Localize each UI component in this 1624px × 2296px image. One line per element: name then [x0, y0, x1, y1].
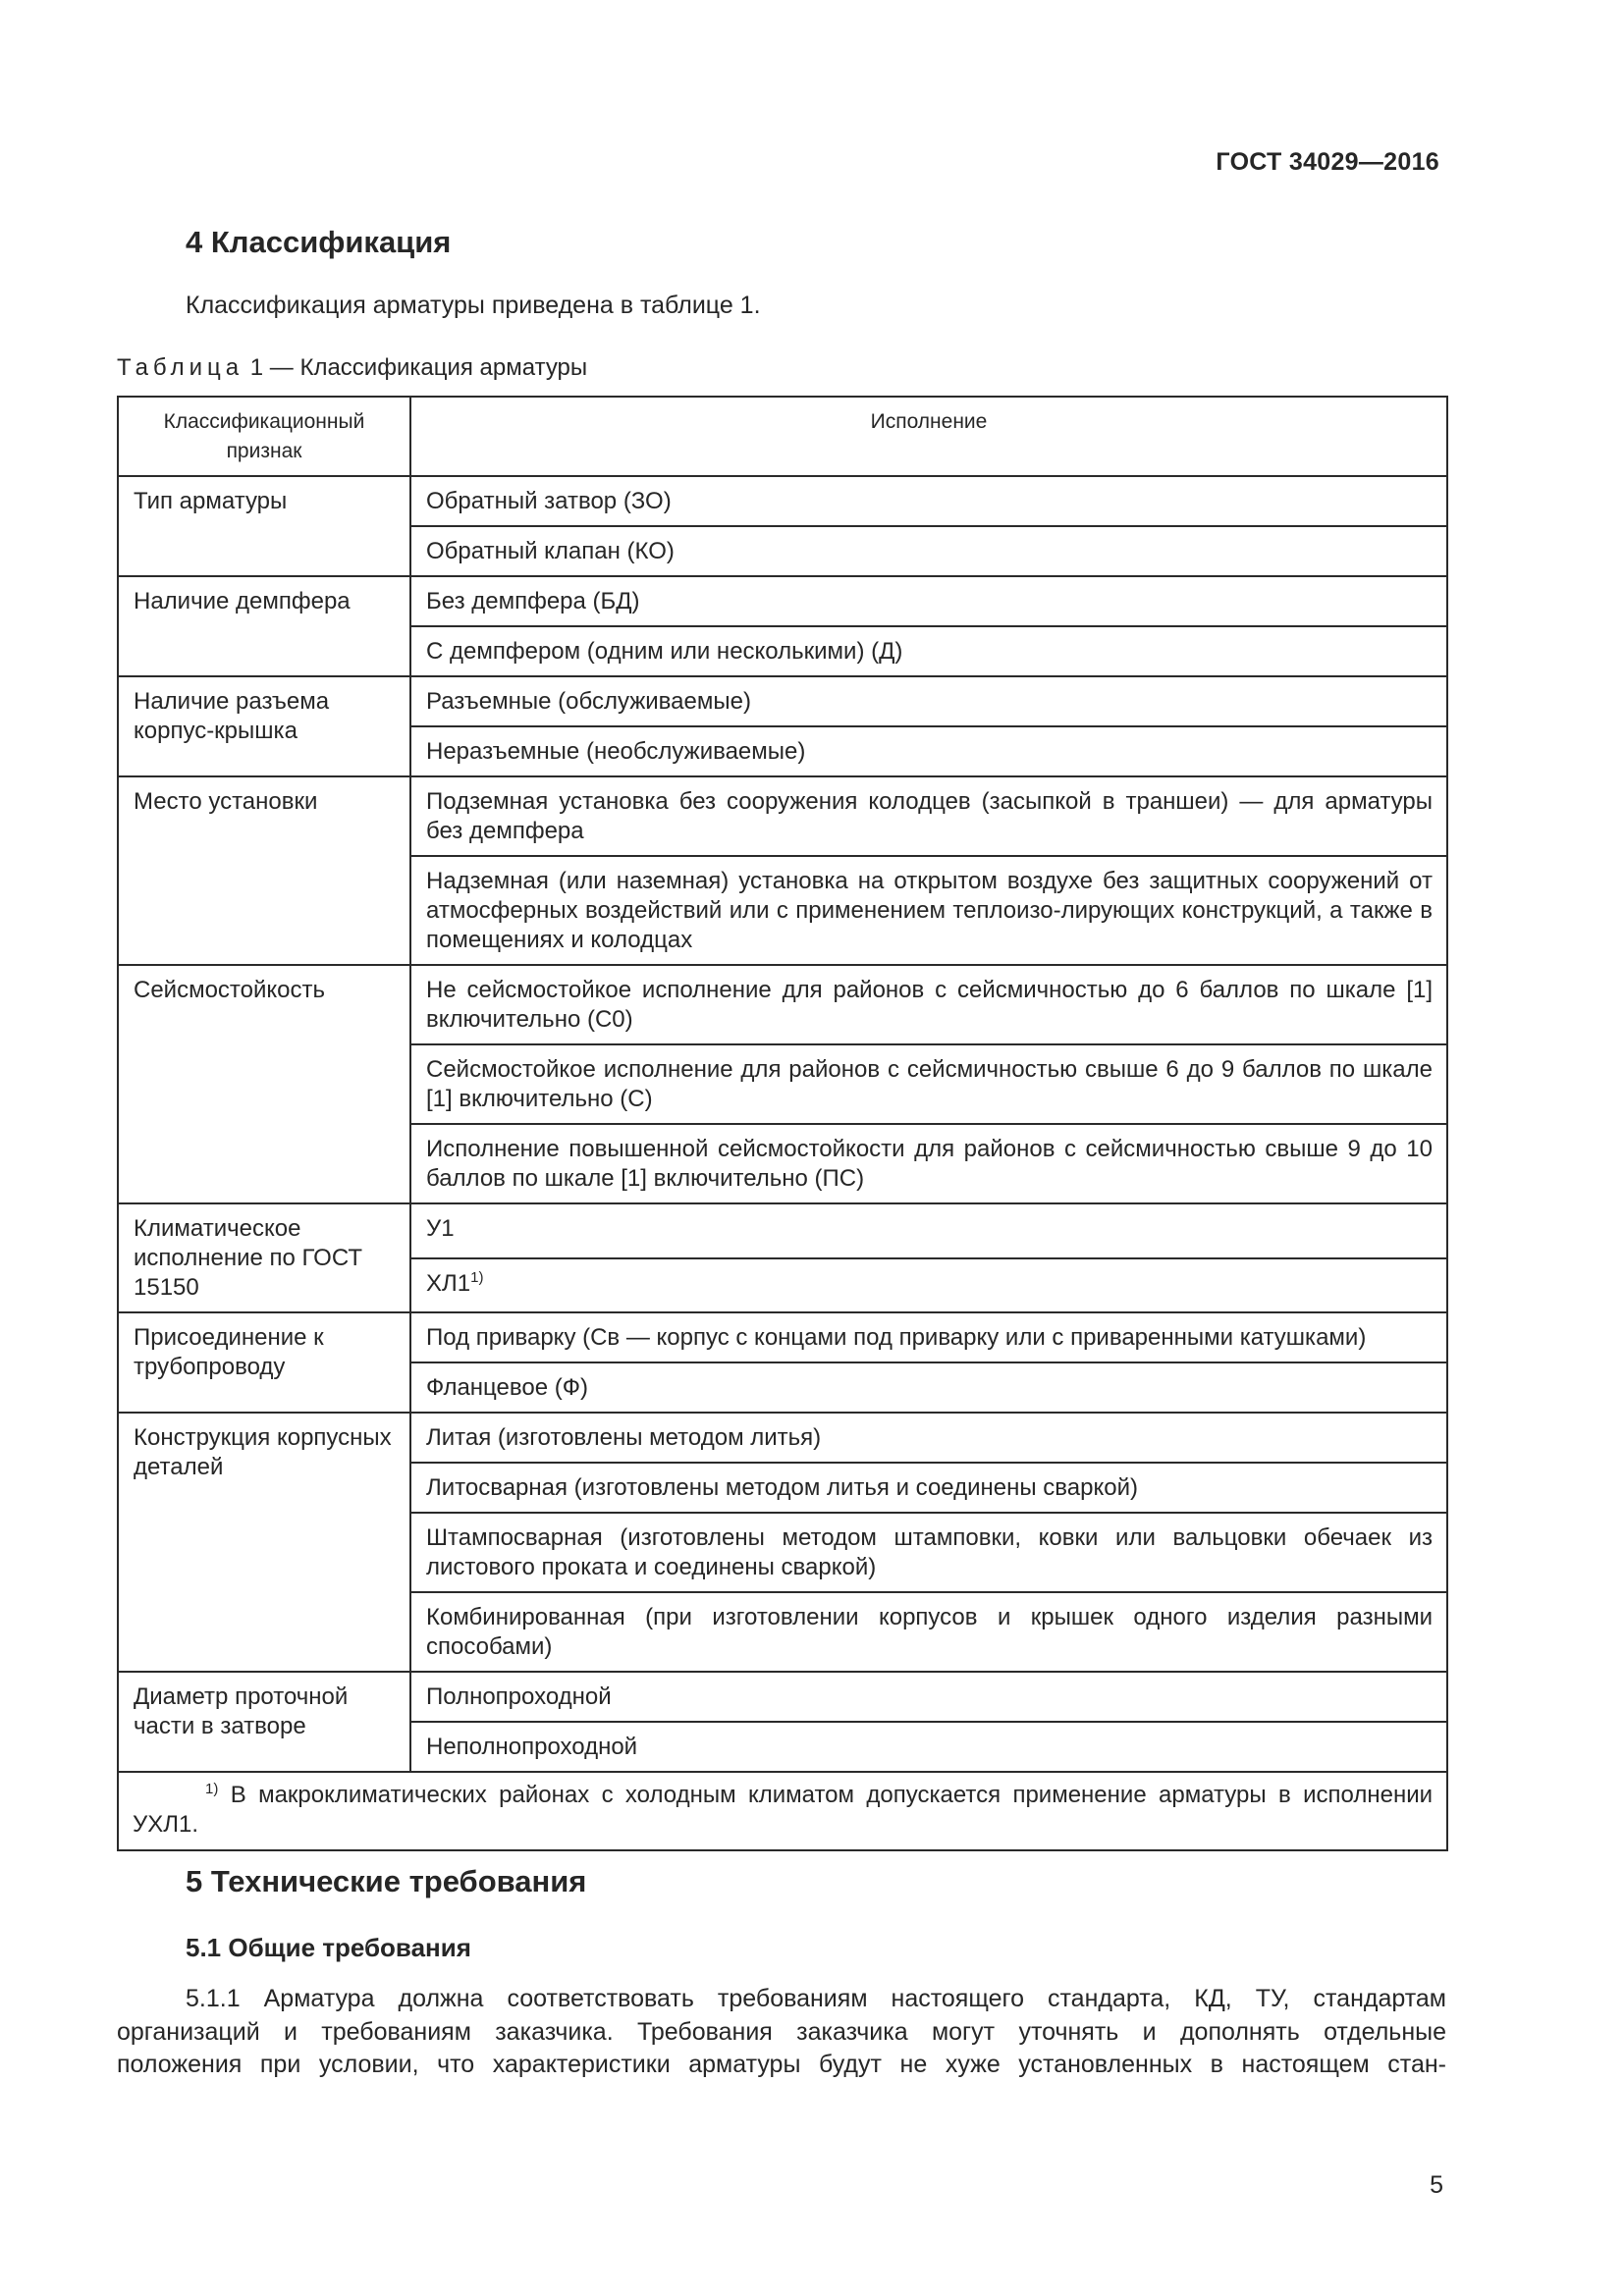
table-header-row [118, 397, 1447, 476]
column-header-execution: Исполнение [410, 397, 1447, 476]
execution-cell: Не сейсмостойкое исполнение для районов с сейсмичностью до 6 баллов по шкале [1] включительно (С0) [410, 965, 1447, 1044]
execution-cell: Фланцевое (Ф) [410, 1362, 1447, 1413]
execution-cell: Сейсмостойкое исполнение для районов с сейсмичностью свыше 6 до 9 баллов по шкале [1] включительно (С) [410, 1044, 1447, 1124]
feature-cell: Место установки [118, 776, 410, 965]
feature-cell: Присоединение к трубопроводу [118, 1312, 410, 1413]
paragraph-line: 5.1.1 Арматура должна соответствовать требованиям настоящего стандарта, КД, ТУ, стандартам [186, 1985, 1446, 2012]
feature-cell: Наличие разъема корпус-крышка [118, 676, 410, 776]
table-row [118, 1413, 1447, 1463]
table-row [118, 1203, 1447, 1258]
paragraph-line: положения при условии, что характеристики арматуры будут не хуже установленных в настоящем стан- [117, 2051, 1446, 2078]
section-4-intro: Классификация арматуры приведена в таблице 1. [186, 292, 761, 319]
execution-cell: Исполнение повышенной сейсмостойкости для районов с сейсмичностью свыше 9 до 10 баллов по шкале [1] включительно (ПС) [410, 1124, 1447, 1203]
execution-text: ХЛ1 [426, 1269, 471, 1297]
execution-cell: Без демпфера (БД) [410, 576, 1447, 626]
classification-table [117, 396, 1448, 1851]
execution-cell: Литая (изготовлены методом литья) [410, 1413, 1447, 1463]
feature-cell: Диаметр проточной части в затворе [118, 1672, 410, 1772]
execution-cell: Неполнопроходной [410, 1722, 1447, 1772]
feature-cell: Наличие демпфера [118, 576, 410, 676]
execution-cell: Надземная (или наземная) установка на открытом воздухе без защитных сооружений от атмосферных воздействий или с применением теплоизо-лирующих конструкций, а также в помещениях и колодцах [410, 856, 1447, 965]
table-row [118, 1312, 1447, 1362]
table-footnote [118, 1772, 1447, 1850]
footnote-text: В макроклиматических районах с холодным климатом допускается применение арматуры в исполнении УХЛ1. [133, 1782, 1434, 1838]
execution-cell: Неразъемные (необслуживаемые) [410, 726, 1447, 776]
table-caption [117, 354, 587, 382]
table-footnote-row [118, 1772, 1447, 1850]
footnote-reference: 1) [470, 1268, 484, 1286]
feature-cell: Тип арматуры [118, 476, 410, 576]
column-header-feature: Классификационный признак [118, 397, 410, 476]
section-5-heading: 5 Технические требования [186, 1864, 587, 1898]
feature-cell: Сейсмостойкость [118, 965, 410, 1203]
execution-cell: Под приварку (Св — корпус с концами под приварку или с приваренными катушками) [410, 1312, 1447, 1362]
execution-cell [410, 1258, 1447, 1313]
section-4-heading: 4 Классификация [186, 225, 452, 259]
execution-cell: Обратный затвор (ЗО) [410, 476, 1447, 526]
execution-cell: С демпфером (одним или несколькими) (Д) [410, 626, 1447, 676]
table-caption-label: Таблица [117, 354, 244, 381]
execution-cell: Комбинированная (при изготовлении корпусов и крышек одного изделия разными способами) [410, 1592, 1447, 1672]
execution-cell: Разъемные (обслуживаемые) [410, 676, 1447, 726]
execution-cell: У1 [410, 1203, 1447, 1258]
execution-cell: Полнопроходной [410, 1672, 1447, 1722]
paragraph-5-1-1 [117, 1983, 1446, 2082]
table-row [118, 1672, 1447, 1722]
footnote-mark: 1) [205, 1781, 219, 1797]
document-code: ГОСТ 34029—2016 [1216, 148, 1439, 176]
execution-cell: Штампосварная (изготовлены методом штамповки, ковки или вальцовки обечаек из листового проката и соединены сваркой) [410, 1513, 1447, 1592]
table-row [118, 776, 1447, 856]
table-row [118, 965, 1447, 1044]
execution-cell: Литосварная (изготовлены методом литья и соединены сваркой) [410, 1463, 1447, 1513]
table-row [118, 676, 1447, 726]
page-number: 5 [1430, 2171, 1443, 2199]
paragraph-line: организаций и требованиям заказчика. Требования заказчика могут уточнять и дополнять отдельные [117, 2017, 1446, 2046]
execution-cell: Подземная установка без сооружения колодцев (засыпкой в траншеи) — для арматуры без демпфера [410, 776, 1447, 856]
execution-cell: Обратный клапан (КО) [410, 526, 1447, 576]
section-5-1-heading: 5.1 Общие требования [186, 1933, 471, 1962]
feature-cell: Конструкция корпусных деталей [118, 1413, 410, 1672]
feature-cell: Климатическое исполнение по ГОСТ 15150 [118, 1203, 410, 1312]
table-caption-text: 1 — Классификация арматуры [249, 354, 588, 381]
table-row [118, 476, 1447, 526]
table-row [118, 576, 1447, 626]
